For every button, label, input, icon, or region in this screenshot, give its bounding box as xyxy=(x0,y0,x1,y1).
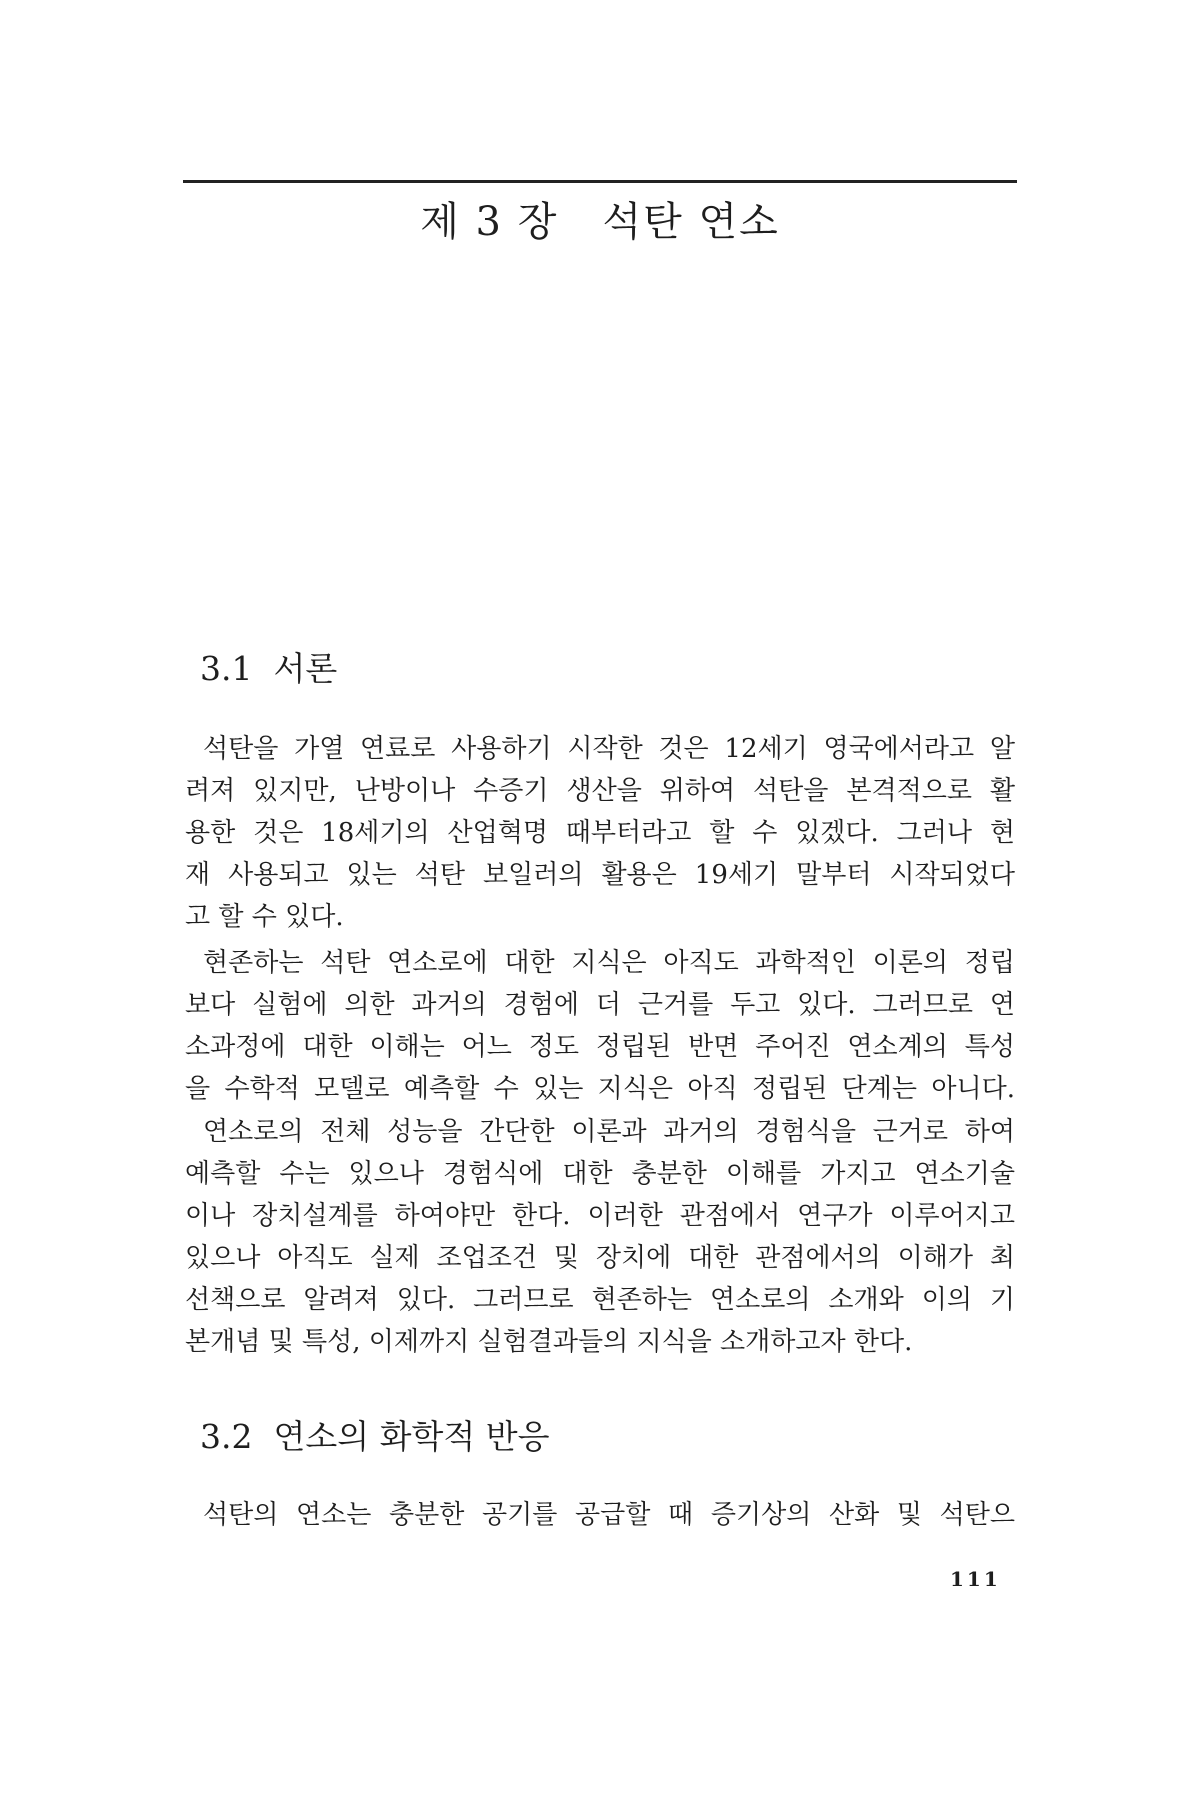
text-line: 소과정에 대한 이해는 어느 정도 정립된 반면 주어진 연소계의 특성 xyxy=(185,1032,1015,1062)
text-line: 현존하는 석탄 연소로에 대한 지식은 아직도 과학적인 이론의 정립 xyxy=(203,948,1015,978)
text-line: 려져 있지만, 난방이나 수증기 생산을 위하여 석탄을 본격적으로 활 xyxy=(185,776,1015,806)
text-line: 석탄을 가열 연료로 사용하기 시작한 것은 12세기 영국에서라고 알 xyxy=(203,734,1015,764)
paragraph xyxy=(185,728,1015,938)
text-line: 재 사용되고 있는 석탄 보일러의 활용은 19세기 말부터 시작되었다 xyxy=(185,860,1015,890)
paragraph xyxy=(185,1494,1015,1536)
section-heading-3-2: 3.2 연소의 화학적 반응 xyxy=(200,1417,550,1456)
text-line: 보다 실험에 의한 과거의 경험에 더 근거를 두고 있다. 그러므로 연 xyxy=(185,990,1015,1020)
text-line: 본개념 및 특성, 이제까지 실험결과들의 지식을 소개하고자 한다. xyxy=(185,1327,913,1357)
text-line: 용한 것은 18세기의 산업혁명 때부터라고 할 수 있겠다. 그러나 현 xyxy=(185,818,1015,848)
section-heading-3-1: 3.1 서론 xyxy=(200,649,338,688)
text-line: 석탄의 연소는 충분한 공기를 공급할 때 증기상의 산화 및 석탄으 xyxy=(203,1500,1015,1530)
chapter-rule xyxy=(183,180,1017,183)
paragraph xyxy=(185,1111,1015,1363)
text-line: 을 수학적 모델로 예측할 수 있는 지식은 아직 정립된 단계는 아니다. xyxy=(185,1074,1015,1104)
text-line: 있으나 아직도 실제 조업조건 및 장치에 대한 관점에서의 이해가 최 xyxy=(185,1243,1015,1273)
text-line: 고 할 수 있다. xyxy=(185,902,344,932)
paragraph xyxy=(185,942,1015,1110)
chapter-title: 제 3 장 석탄 연소 xyxy=(420,199,780,245)
text-line: 선책으로 알려져 있다. 그러므로 현존하는 연소로의 소개와 이의 기 xyxy=(185,1285,1015,1315)
text-line: 연소로의 전체 성능을 간단한 이론과 과거의 경험식을 근거로 하여 xyxy=(203,1117,1015,1147)
text-line: 이나 장치설계를 하여야만 한다. 이러한 관점에서 연구가 이루어지고 xyxy=(185,1201,1015,1231)
page-number: 111 xyxy=(950,1567,1001,1591)
text-line: 예측할 수는 있으나 경험식에 대한 충분한 이해를 가지고 연소기술 xyxy=(185,1159,1015,1189)
